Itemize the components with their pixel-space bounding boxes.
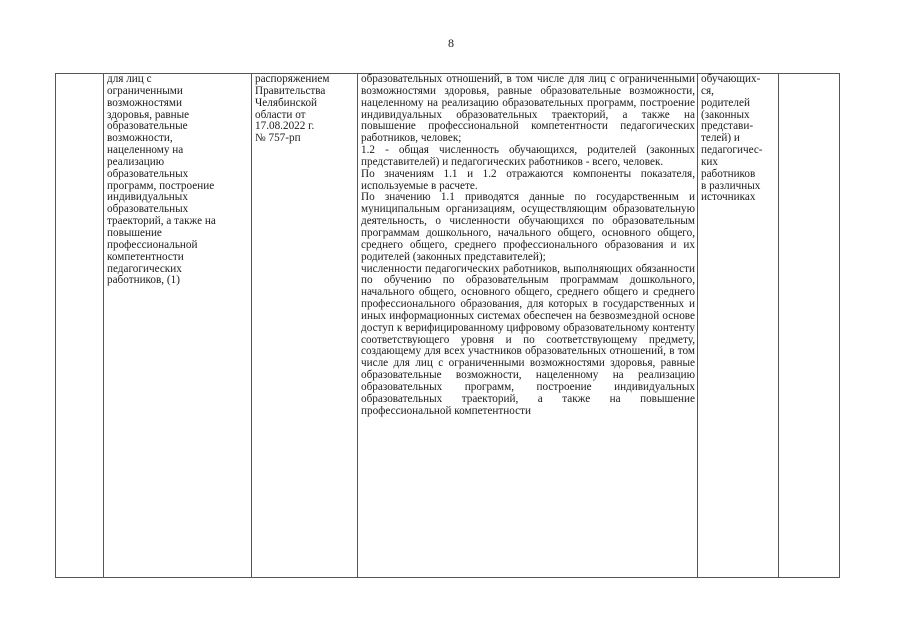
table-cell-basis — [252, 74, 358, 578]
basis-text-line: 17.08.2022 г. — [255, 120, 315, 133]
source-text-line: представи- — [701, 120, 754, 133]
indicator-text-line: возможности, — [107, 132, 173, 145]
source-text-line: педагогичес- — [701, 144, 763, 157]
methodology-paragraph: По значению 1.1 приводятся данные по государственным и муниципальным организациям, осуществляющим образовательную деятельность, о численности обучающихся по образовательным программам дошкольного, начального общего, основного общего, среднего общего, среднего профессионального образования и их родителей (законных представителей); — [361, 191, 695, 263]
basis-text-line: № 757-рп — [255, 132, 301, 145]
page-number: 8 — [448, 36, 454, 50]
indicator-text-line: программ, построение — [107, 179, 215, 192]
basis-text-line: распоряжением — [255, 73, 330, 85]
indicator-table — [55, 73, 840, 578]
basis-text-line: Челябинской — [255, 96, 318, 109]
indicator-text-line: образовательные — [107, 120, 188, 133]
table-cell-sources — [698, 74, 779, 578]
indicator-text-line: профессиональной — [107, 238, 198, 251]
table-cell-indicator — [104, 74, 252, 578]
indicator-text-line: образовательных — [107, 167, 189, 180]
methodology-paragraph: образовательных отношений, в том числе для лиц с ограниченными возможностями здоровья, равные образовательные возможности, нацеленному на реализацию образовательных программ, построение индивидуальных образовательных траекторий, а также на повышение профессиональной компетентности педагогических работников, человек; — [361, 73, 695, 145]
indicator-text-line: здоровья, равные — [107, 108, 190, 121]
indicator-text-line: работников, (1) — [107, 274, 180, 287]
indicator-text-line: ограниченными — [107, 84, 183, 97]
source-text-line: работников — [701, 167, 756, 180]
methodology-paragraph: численности педагогических работников, выполняющих обязанности по обучению по образовательным программам дошкольного, начального общего, основного общего, среднего общего и среднего профессионального образования, для которых в государственных и иных информационных системах обеспечен на безвозмездной основе доступ к верифицированному цифровому образовательному контенту соответствующего уровня и по соответствующему предмету, создающему для всех участников образовательных отношений, в том числе для лиц с ограниченными возможностями здоровья, равные образовательные возможности, нацеленному на реализацию образовательных программ, построение индивидуальных образовательных траекторий, а также на повышение профессиональной компетентности — [361, 262, 695, 417]
source-text-line: (законных — [701, 108, 750, 121]
table-row — [56, 74, 840, 578]
source-text-line: источниках — [701, 191, 756, 204]
basis-text-line: области от — [255, 108, 306, 121]
table-cell-empty — [779, 74, 840, 578]
basis-text-line: Правительства — [255, 84, 326, 97]
indicator-text-line: возможностями — [107, 96, 182, 109]
indicator-text-line: повышение — [107, 226, 162, 239]
source-text-line: родителей — [701, 96, 750, 109]
indicator-text-line: траекторий, а также на — [107, 215, 216, 228]
indicator-text-line: компетентности — [107, 250, 184, 263]
table-cell-number — [56, 74, 104, 578]
source-text-line: телей) и — [701, 132, 740, 145]
indicator-text-line: индивидуальных — [107, 191, 188, 204]
source-text-line: ся, — [701, 84, 714, 97]
table-cell-methodology — [358, 74, 698, 578]
source-text-line: обучающих- — [701, 73, 761, 85]
source-text-line: ких — [701, 155, 719, 168]
indicator-text-line: реализацию — [107, 155, 165, 168]
source-text-line: в различных — [701, 179, 761, 192]
methodology-paragraph: 1.2 - общая численность обучающихся, родителей (законных представителей) и педагогических работников - всего, человек. — [361, 144, 695, 168]
methodology-paragraph: По значениям 1.1 и 1.2 отражаются компоненты показателя, используемые в расчете. — [361, 167, 695, 192]
indicator-text-line: нацеленному на — [107, 144, 184, 157]
indicator-text-line: образовательных — [107, 203, 189, 216]
indicator-text-line: педагогических — [107, 262, 182, 275]
indicator-text-line: для лиц с — [107, 73, 152, 85]
